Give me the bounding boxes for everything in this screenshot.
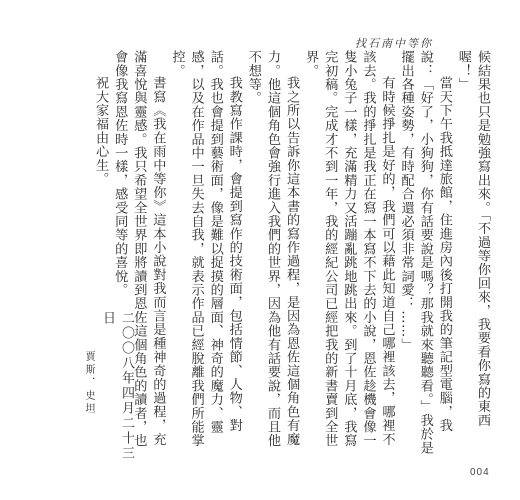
paragraph: 當天下午我抵達旅館，住進房內後打開我的筆記型電腦，我說：「好了，小狗狗，你有話要說是嗎？那我就來聽聽看。」我於是擺出各種姿勢，有時配合還必須非常詞愛：……」 [398, 50, 452, 455]
paragraph: 候結果也只是勉強寫出來。「不過等你回來，我要看你寫的東西喔！」 [455, 50, 490, 427]
paragraph: 我之所以告訴你這本書的寫作過程，是因為恩佐這個角色有魔力。他這個角色會強行進入我們的世界，因為他有話要說，而且他不想等。 [245, 50, 300, 448]
body-text [93, 50, 492, 455]
signature: 賈斯．史坦 [83, 351, 94, 416]
paragraph: 我教寫作課時，會提到寫作的技術面，包括情節、人物、對話。我也會提到藝術面，像是難以捉摸的層面、神奇的魔力、靈感，以及在作品中一旦失去自我，就表示作品已經脫離我們所能掌控。 [169, 50, 242, 448]
date-signature-block [83, 311, 136, 461]
running-header: 找石南中等你 [355, 37, 433, 50]
paragraph: 有時候掙扎是好的，我們可以藉此知道自己哪裡該去，哪裡不該去。我的掙扎是我正在寫一本寫不下去的小說，恩佐趁機會像一隻小兔子一樣，充滿精力又活蹦亂跳地跳出來。到了十月底，我寫完初稿。完成才不到一年，我的經紀公司已經把我的新書賣到全世界。 [303, 50, 395, 448]
date: 二〇〇八年四月二十三日 [100, 311, 134, 461]
paragraph: 書寫《我在雨中等你》這本小說對我而言是種神奇的過程，充滿喜悅與靈感。我只希望全世界即將讀到恩佐這個角色的讀者，也會像我寫恩佐時一樣，感受同等的喜悅。 [112, 50, 166, 448]
page-number: 004 [470, 467, 490, 478]
paragraph: 祝大家福由心生。 [93, 76, 109, 186]
